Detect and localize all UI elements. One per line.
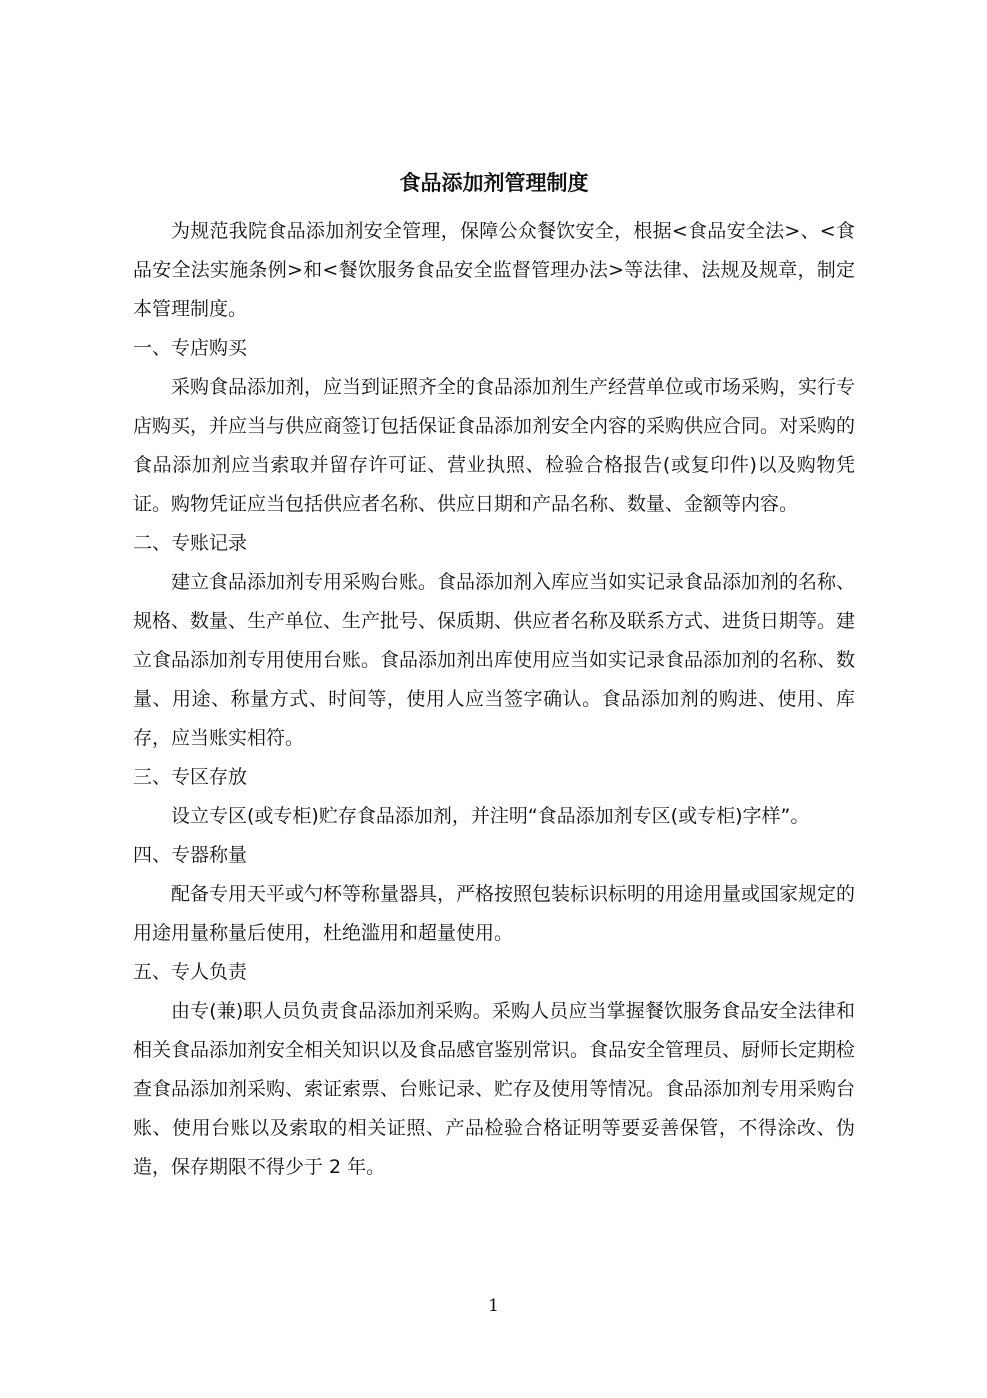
intro-paragraph: 为规范我院食品添加剂安全管理，保障公众餐饮安全，根据<食品安全法>、<食品安全法实施条例>和<餐饮服务食品安全监督管理办法>等法律、法规及规章，制定本管理制度。 <box>133 220 855 320</box>
section-dedicated-person <box>133 953 855 1187</box>
section-dedicated-storage <box>133 758 855 836</box>
section-paragraph: 设立专区(或专柜)贮存食品添加剂，并注明“食品添加剂专区(或专柜)字样”。 <box>171 805 810 827</box>
document-title: 食品添加剂管理制度 <box>399 171 589 195</box>
section-paragraph: 配备专用天平或勺杯等称量器具，严格按照包装标识标明的用途用量或国家规定的用途用量称量后使用，杜绝滥用和超量使用。 <box>133 883 856 944</box>
section-heading: 四、专器称量 <box>133 844 248 866</box>
section-heading: 五、专人负责 <box>133 961 248 983</box>
section-paragraph: 采购食品添加剂，应当到证照齐全的食品添加剂生产经营单位或市场采购，实行专店购买，并应当与供应商签订包括保证食品添加剂安全内容的采购供应合同。对采购的食品添加剂应当索取并留存许可证、营业执照、检验合格报告(或复印件)以及购物凭证。购物凭证应当包括供应者名称、供应日期和产品名称、数量、金额等内容。 <box>133 376 856 515</box>
section-heading: 一、专店购买 <box>133 337 248 359</box>
section-heading: 二、专账记录 <box>133 532 248 554</box>
section-account-record <box>133 524 855 758</box>
document-body <box>133 168 855 1187</box>
section-store-purchase <box>133 329 855 524</box>
section-paragraph: 由专(兼)职人员负责食品添加剂采购。采购人员应当掌握餐饮服务食品安全法律和相关食品添加剂安全相关知识以及食品感官鉴别常识。食品安全管理员、厨师长定期检查食品添加剂采购、索证索票、台账记录、贮存及使用等情况。食品添加剂专用采购台账、使用台账以及索取的相关证照、产品检验合格证明等要妥善保管，不得涂改、伪造，保存期限不得少于 2 年。 <box>133 1000 856 1178</box>
page-number: 1 <box>488 1296 499 1316</box>
section-dedicated-weighing <box>133 836 855 953</box>
section-heading: 三、专区存放 <box>133 766 248 788</box>
section-paragraph: 建立食品添加剂专用采购台账。食品添加剂入库应当如实记录食品添加剂的名称、规格、数量、生产单位、生产批号、保质期、供应者名称及联系方式、进货日期等。建立食品添加剂专用使用台账。食品添加剂出库使用应当如实记录食品添加剂的名称、数量、用途、称量方式、时间等，使用人应当签字确认。食品添加剂的购进、使用、库存，应当账实相符。 <box>133 571 856 749</box>
